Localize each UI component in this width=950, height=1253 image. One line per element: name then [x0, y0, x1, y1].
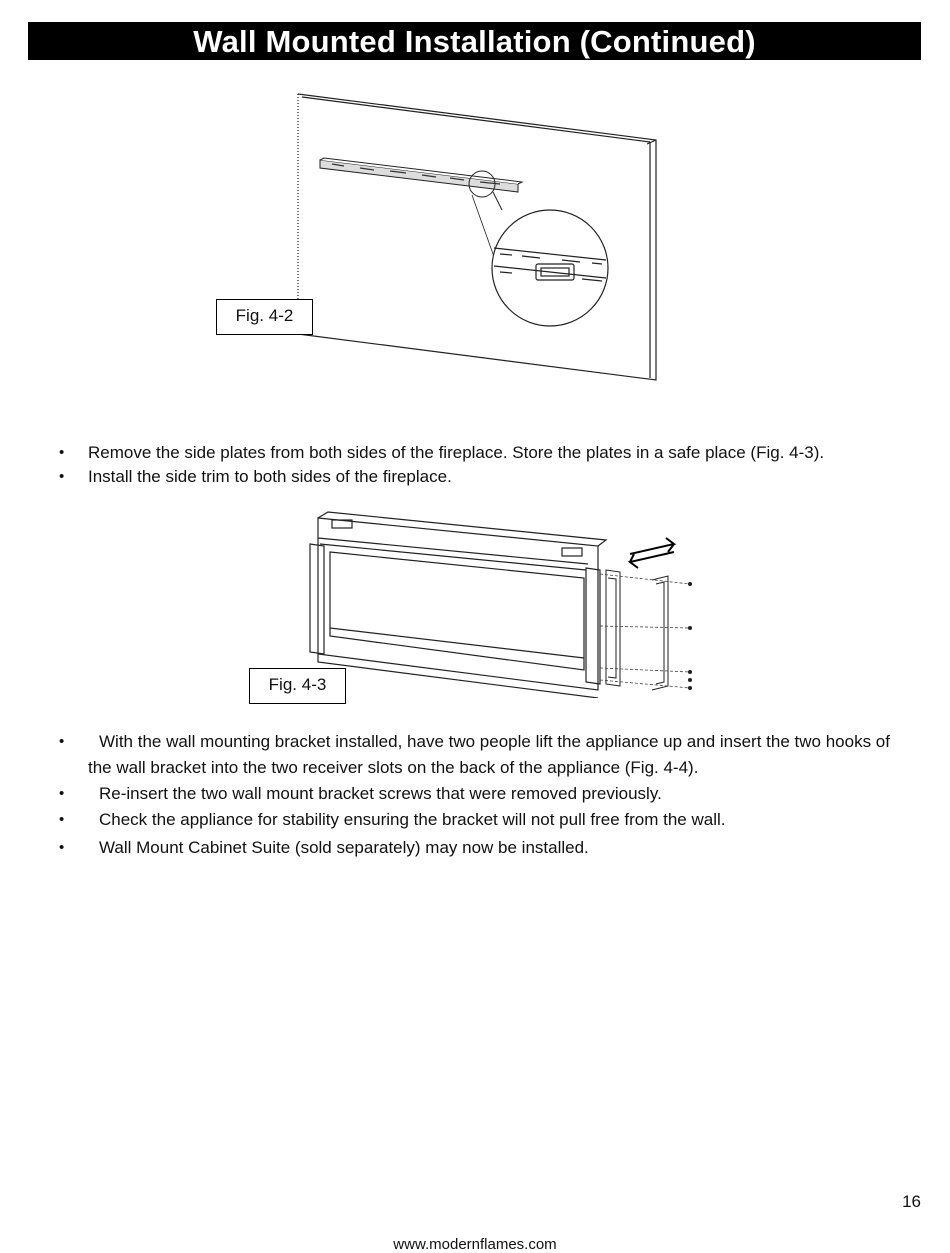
figure-4-3-fireplace-side-trim-illustration — [300, 508, 710, 698]
bullet-icon: • — [59, 811, 65, 828]
list-item — [56, 807, 896, 833]
list-item-text: Install the side trim to both sides of the fireplace. — [88, 467, 452, 486]
list-item-text: Remove the side plates from both sides of the fireplace. Store the plates in a safe place (Fig. 4-3). — [88, 443, 825, 462]
figure-4-2-label: Fig. 4-2 — [216, 299, 313, 335]
instruction-list-side-plates — [56, 441, 824, 489]
footer-url: www.modernflames.com — [393, 1236, 557, 1253]
list-item-text: Wall Mount Cabinet Suite (sold separately) may now be installed. — [99, 838, 589, 857]
list-item-text: With the wall mounting bracket installed, have two people lift the appliance up and insert the two hooks of the wall bracket into the two receiver slots on the back of the appliance (Fig. 4-4). — [88, 732, 890, 777]
list-item — [56, 835, 896, 861]
figure-4-3-label: Fig. 4-3 — [249, 668, 346, 704]
instruction-list-mounting — [56, 729, 896, 861]
figure-4-2-wall-bracket-illustration — [210, 88, 670, 388]
bullet-icon: • — [59, 468, 65, 485]
list-item — [56, 781, 896, 807]
bullet-icon: • — [59, 839, 65, 856]
bullet-icon: • — [59, 444, 65, 461]
list-item — [56, 441, 824, 465]
list-item — [56, 465, 824, 489]
list-item-text: Re-insert the two wall mount bracket screws that were removed previously. — [99, 784, 662, 803]
bullet-icon: • — [59, 733, 65, 750]
page-title: Wall Mounted Installation (Continued) — [28, 22, 921, 60]
list-item — [56, 729, 896, 781]
page-number: 16 — [902, 1192, 921, 1211]
bullet-icon: • — [59, 785, 65, 802]
list-item-text: Check the appliance for stability ensuring the bracket will not pull free from the wall. — [99, 810, 726, 829]
